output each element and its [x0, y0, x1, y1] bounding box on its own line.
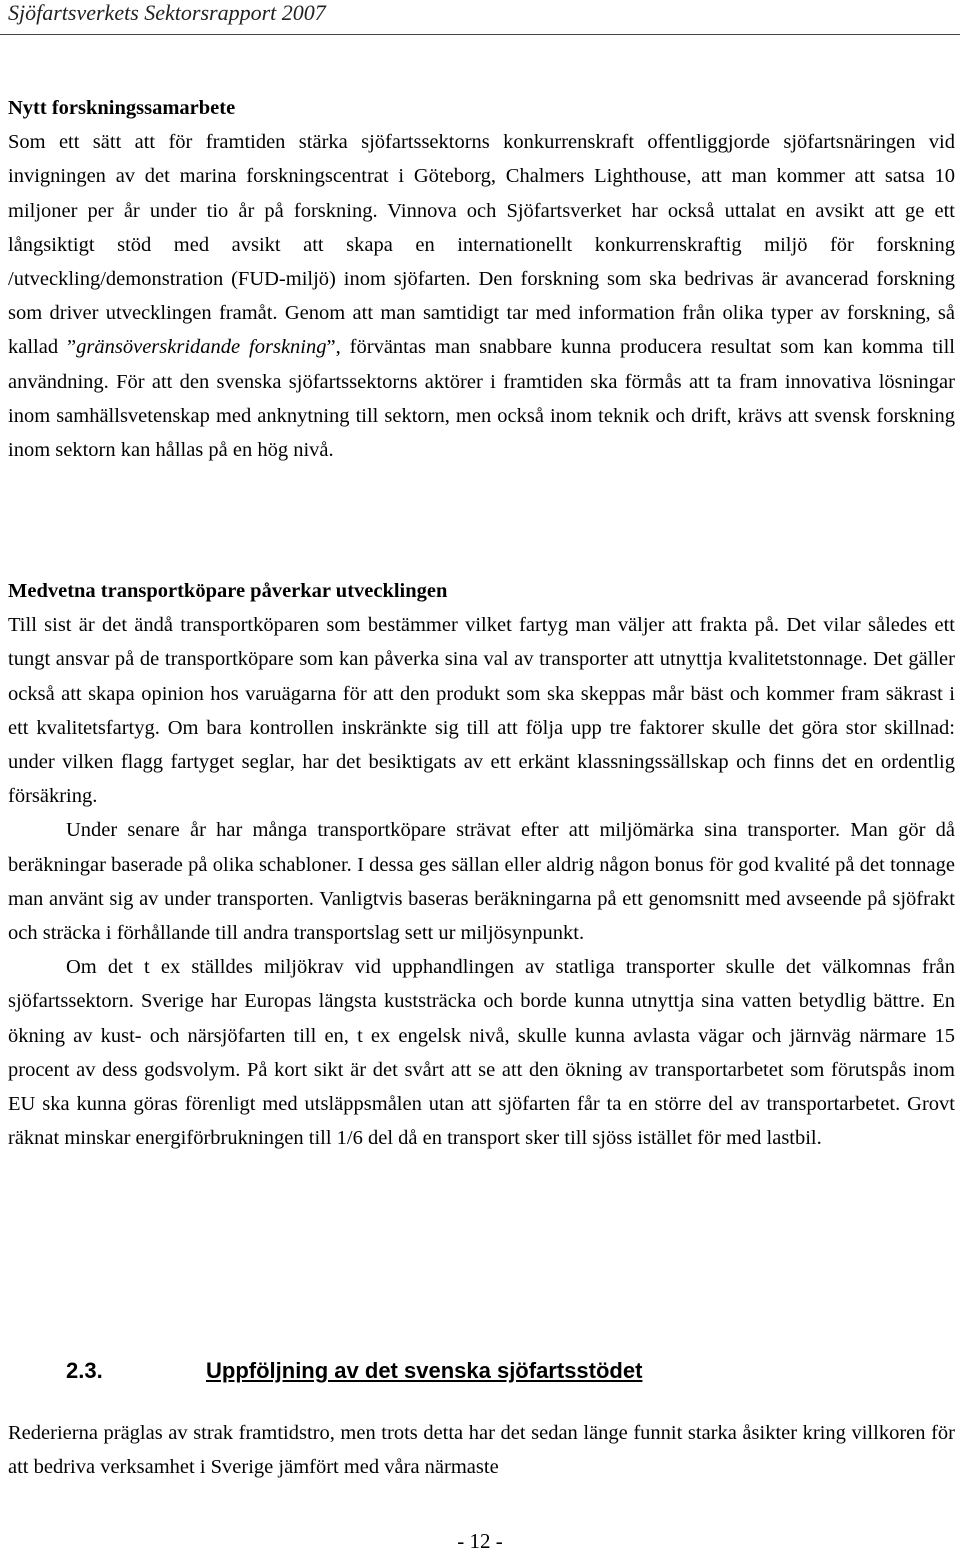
section-nytt-forskningssamarbete	[8, 91, 955, 467]
section-2-paragraph-2: Under senare år har många transportköpare strävat efter att miljömärka sina transporter. Man gör då beräkningar baserade på olika schabloner. I dessa ges sällan eller aldrig någon bonus för god kvalité på det tonnage man använt sig av under transporten. Vanligtvis baseras beräkningarna på ett genomsnitt med avseende på sjöfrakt och sträcka i förhållande till andra transportslag sett ur miljösynpunkt.	[8, 819, 955, 945]
page-number: - 12 -	[457, 1529, 503, 1553]
chapter-paragraph: Rederierna präglas av strak framtidstro, men trots detta har det sedan länge funnit starka åsikter kring villkoren för att bedriva verksamhet i Sverige jämfört med våra närmaste	[8, 1422, 955, 1479]
section-1-paragraph	[8, 91, 955, 467]
chapter-body	[8, 1416, 955, 1484]
section-2-title: Medvetna transportköpare påverkar utvecklingen	[8, 580, 448, 602]
chapter-number: 2.3.	[66, 1358, 103, 1383]
chapter-title: Uppföljning av det svenska sjöfartsstödet	[206, 1358, 643, 1383]
section-2-paragraph-3: Om det t ex ställdes miljökrav vid upphandlingen av statliga transporter skulle det välkomnas från sjöfartssektorn. Sverige har Europas längsta kuststräcka och borde kunna utnyttja sina vatten betydlig bättre. En ökning av kust- och närsjöfarten till en, t ex engelsk nivå, skulle kunna avlasta vägar och järnväg närmare 15 procent av dess godsvolym. På kort sikt är det svårt att se att den ökning av transportarbetet som förutspås inom EU ska kunna göras förenligt med utsläppsmålen utan att sjöfarten får ta en större del av transportarbetet. Grovt räknat minskar energiförbrukningen till 1/6 del då en transport sker till sjöss istället för med lastbil.	[8, 956, 955, 1150]
section-1-emphasis: gränsöverskridande forskning	[76, 336, 327, 359]
section-1-text-a: Som ett sätt att för framtiden stärka sjöfartssektorns konkurrenskraft offentliggjorde sjöfartsnäringen vid invigningen av det marina forskningscentrat i Göteborg, Chalmers Lighthouse, att man kommer att satsa 10 miljoner per år under tio år på forskning. Vinnova och Sjöfartsverket har också uttalat en avsikt att ge ett långsiktigt stöd med avsikt att skapa en internationellt konkurrenskraftig miljö för forskning /utveckling/demonstration (FUD-miljö) inom sjöfarten. Den forskning som ska bedrivas är avancerad forskning som driver utvecklingen framåt. Genom att man samtidigt tar med information från olika typer av forskning, så kallad ”	[8, 131, 955, 359]
chapter-heading	[66, 1356, 642, 1386]
section-2-text-1: Till sist är det ändå transportköparen som bestämmer vilket fartyg man väljer att frakta på. Det vilar således ett tungt ansvar på de transportköpare som kan påverka sina val av transporter att utnyttja kvalitetstonnage. Det gäller också att skapa opinion hos varuägarna för att den produkt som ska skeppas mår bäst och kommer fram säkrast i ett kvalitetsfartyg. Om bara kontrollen inskränkte sig till att följa upp tre faktorer skulle det göra stor skillnad: under vilken flagg fartyget seglar, har det besiktigats av ett erkänt klassningssällskap och finns det en ordentlig försäkring.	[8, 614, 955, 808]
section-1-title: Nytt forskningssamarbete	[8, 97, 236, 119]
running-header: Sjöfartsverkets Sektorsrapport 2007	[8, 0, 326, 25]
section-medvetna-transportkopare	[8, 574, 955, 1155]
header-rule	[0, 34, 960, 35]
section-1-text-b: ”, förväntas man snabbare kunna producera resultat som kan komma till användning. För att den svenska sjöfartssektorns aktörer i framtiden ska förmås att ta fram innovativa lösningar inom samhällsvetenskap med anknytning till sektorn, men också inom teknik och drift, krävs att svensk forskning inom sektorn kan hållas på en hög nivå.	[8, 336, 955, 462]
section-2-paragraph-1	[8, 574, 955, 813]
